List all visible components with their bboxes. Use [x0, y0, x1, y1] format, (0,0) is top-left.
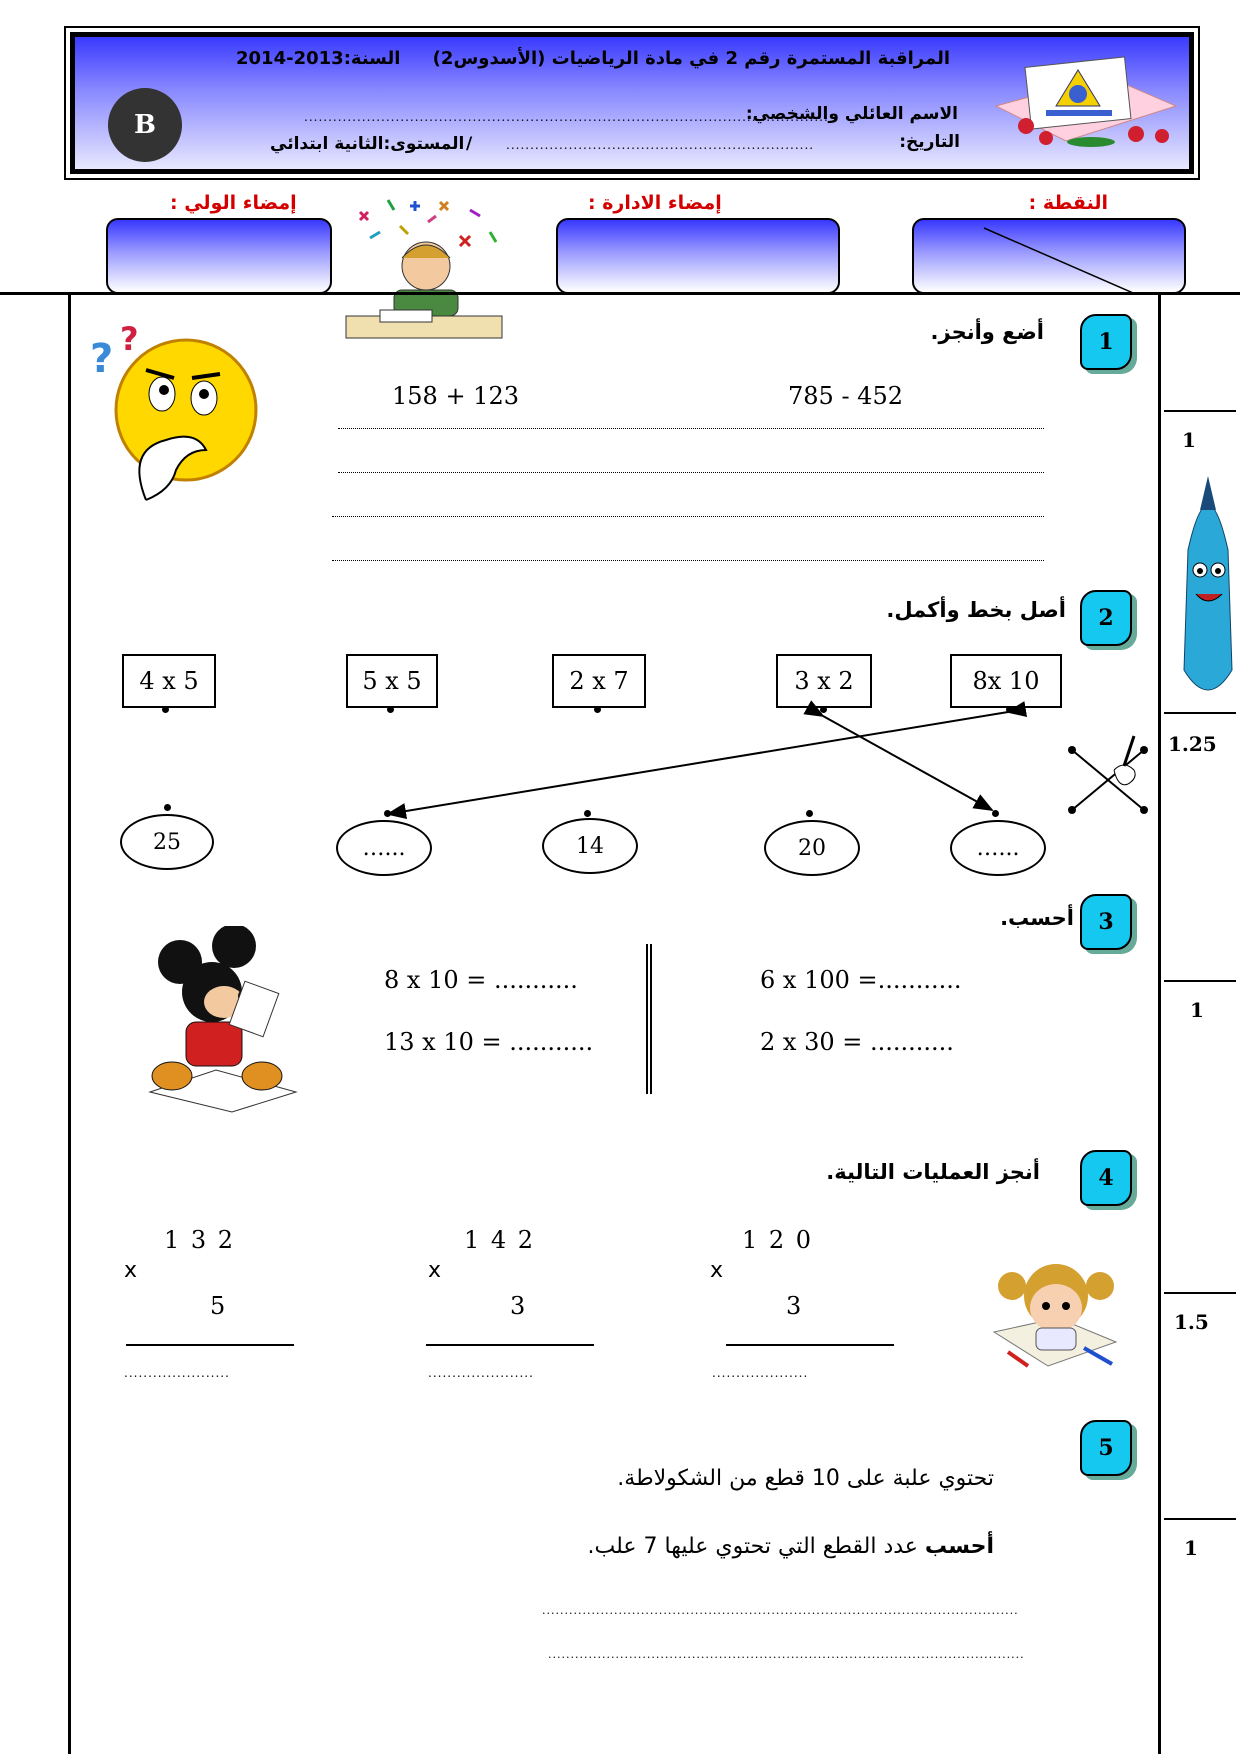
exercise-1-op-b: 158 + 123	[392, 382, 519, 410]
connect-dot[interactable]	[806, 810, 813, 817]
product-box[interactable]: 2 x 7	[552, 654, 646, 708]
mult-answer[interactable]: ......................	[428, 1366, 534, 1380]
exercise-2-number: 2	[1080, 590, 1132, 646]
mult-line	[726, 1344, 894, 1346]
reading-mouse-picture	[146, 926, 306, 1116]
connect-dot[interactable]	[584, 810, 591, 817]
connect-dot[interactable]	[164, 804, 171, 811]
score-3: 1	[1190, 998, 1204, 1022]
problem-answer-line[interactable]: ..........................................................................................................	[548, 1648, 1025, 1661]
exam-title: المراقبة المستمرة رقم 2 في مادة الرياضيات (الأسدوس2)	[432, 48, 950, 69]
mult-answer[interactable]: ......................	[124, 1366, 230, 1380]
exercise-2-title: أصل بخط وأكمل.	[886, 598, 1066, 622]
date-label: التاريخ:	[899, 132, 960, 152]
problem-question	[588, 1534, 994, 1559]
problem-question-rest: عدد القطع التي تحتوي عليها 7 علب.	[587, 1534, 925, 1559]
mult-top: 1 4 2	[464, 1226, 536, 1254]
level-slash: /	[466, 134, 473, 154]
svg-text:?: ?	[90, 336, 114, 382]
name-field[interactable]: .............................................................................................................	[304, 110, 829, 124]
mult-sign: x	[710, 1258, 724, 1283]
result-oval[interactable]: 14	[542, 818, 638, 874]
mult-bottom: 3	[510, 1292, 526, 1320]
score-sep	[1164, 1518, 1236, 1520]
school-year: السنة:2013-2014	[236, 48, 401, 69]
parent-signature-label: إمضاء الولي :	[170, 192, 297, 214]
product-box[interactable]: 4 x 5	[122, 654, 216, 708]
drawing-girl-picture	[988, 1256, 1120, 1378]
exercise-3-number: 3	[1080, 894, 1132, 950]
exercise-1-number: 1	[1080, 314, 1132, 370]
product-box[interactable]: 3 x 2	[776, 654, 872, 708]
result-oval[interactable]: 20	[764, 820, 860, 876]
name-label: الاسم العائلي والشخصي:	[745, 104, 958, 124]
admin-signature-label: إمضاء الادارة :	[588, 192, 722, 214]
calc-left-1[interactable]: 8 x 10 = ...........	[384, 966, 578, 994]
calc-left-2[interactable]: 13 x 10 = ...........	[384, 1028, 594, 1056]
mult-bottom: 5	[210, 1292, 226, 1320]
exercise-1-op-a: 785 - 452	[788, 382, 903, 410]
mult-line	[426, 1344, 594, 1346]
connect-dot[interactable]	[384, 810, 391, 817]
mult-bottom: 3	[786, 1292, 802, 1320]
exercise-1-title: أضع وأنجز.	[930, 320, 1044, 344]
result-oval[interactable]: …...	[950, 820, 1046, 876]
version-badge: B	[108, 88, 182, 162]
score-2: 1.25	[1168, 732, 1217, 756]
exercise-4-title: أنجز العمليات التالية.	[826, 1160, 1040, 1184]
exercise-3-title: أحسب.	[1000, 906, 1074, 930]
exercise-4-number: 4	[1080, 1150, 1132, 1206]
mult-top: 1 2 0	[742, 1226, 814, 1254]
problem-question-verb: أحسب	[924, 1534, 994, 1559]
score-label: النقطة :	[1028, 192, 1108, 214]
calc-right-1[interactable]: 6 x 100 =...........	[760, 966, 962, 994]
mult-answer[interactable]: ....................	[712, 1366, 809, 1380]
connect-dot[interactable]	[992, 810, 999, 817]
hand-drawing-picture	[1064, 730, 1154, 820]
mult-top: 1 3 2	[164, 1226, 236, 1254]
mult-sign: x	[428, 1258, 442, 1283]
svg-text:?: ?	[120, 320, 139, 358]
product-box[interactable]: 8x 10	[950, 654, 1062, 708]
score-sep	[1164, 1292, 1236, 1294]
result-oval[interactable]: 25	[120, 814, 214, 870]
score-4: 1.5	[1174, 1310, 1209, 1334]
result-oval[interactable]: …...	[336, 820, 432, 876]
mult-line	[126, 1344, 294, 1346]
date-field[interactable]: ................................................................	[506, 138, 815, 152]
problem-statement: تحتوي علبة على 10 قطع من الشكولاطة.	[617, 1466, 994, 1491]
score-1: 1	[1182, 428, 1196, 452]
calc-right-2[interactable]: 2 x 30 = ...........	[760, 1028, 954, 1056]
mult-sign: x	[124, 1258, 138, 1283]
score-sep	[1164, 980, 1236, 982]
problem-answer-line[interactable]: ..........................................................................................................	[542, 1604, 1019, 1617]
exercise-5-number: 5	[1080, 1420, 1132, 1476]
product-box[interactable]: 5 x 5	[346, 654, 438, 708]
column-divider	[646, 944, 652, 1094]
score-5: 1	[1184, 1536, 1198, 1560]
level-label: المستوى:الثانية ابتدائي	[270, 134, 465, 154]
